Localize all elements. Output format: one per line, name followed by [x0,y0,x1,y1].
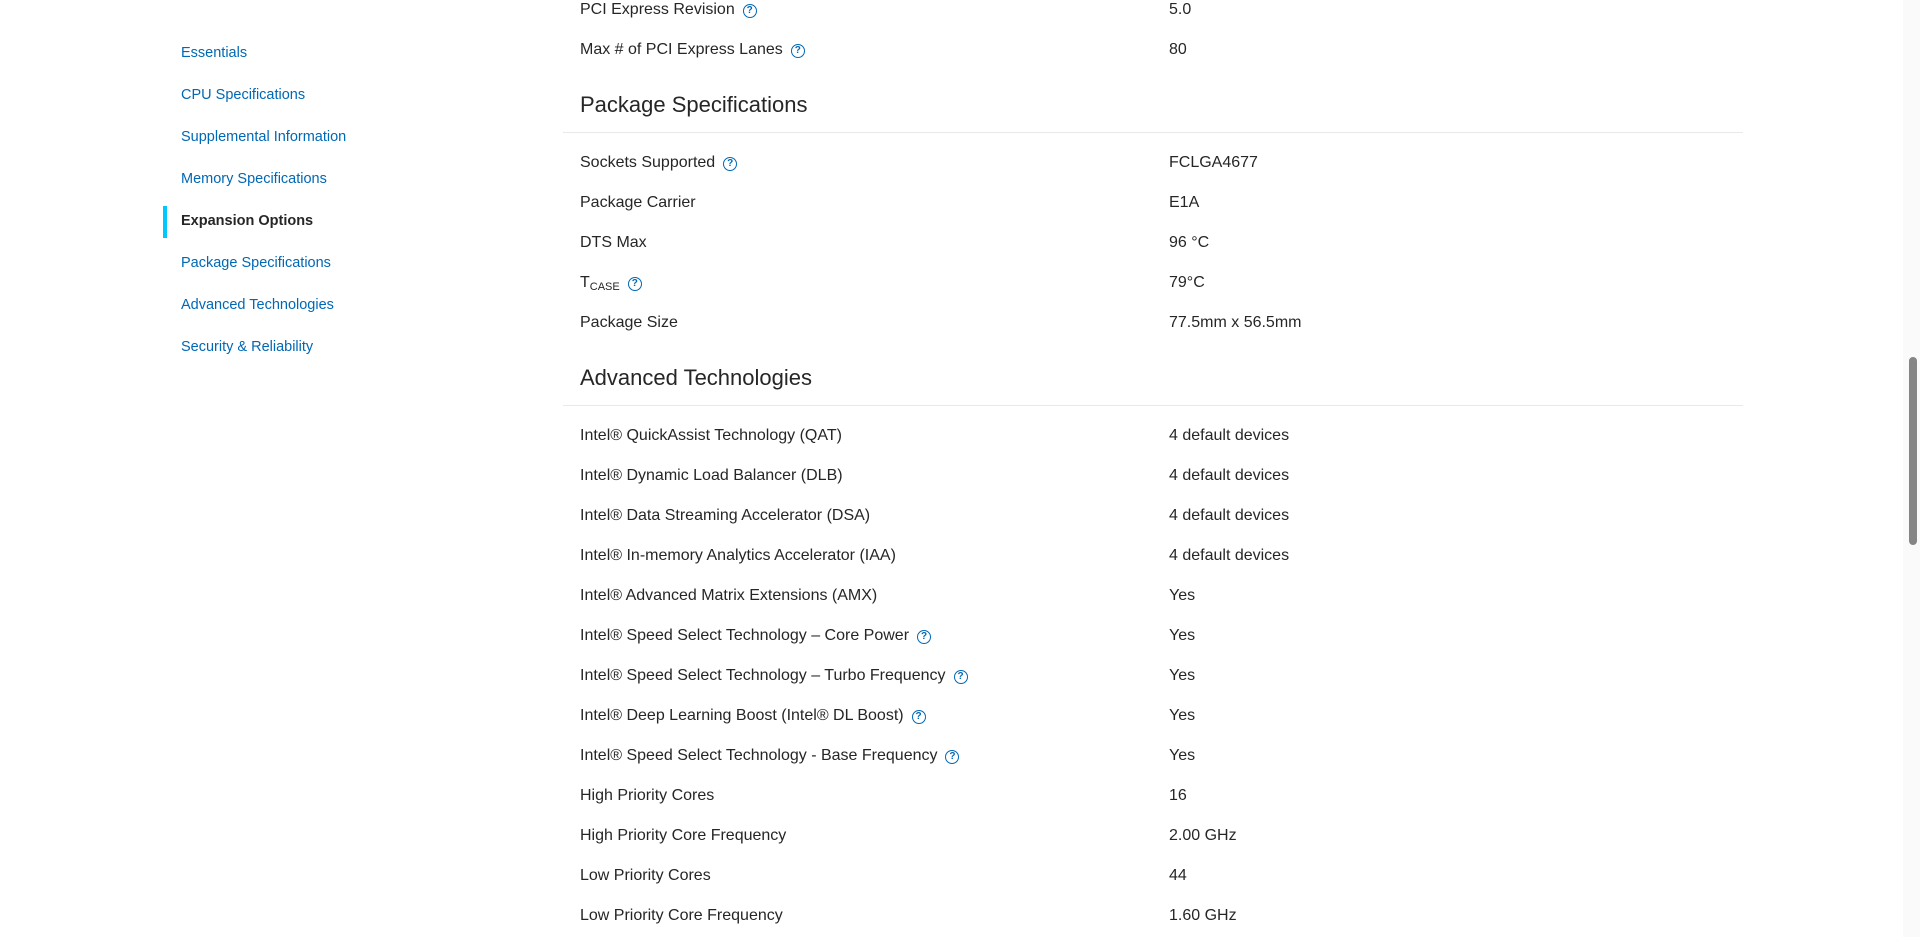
help-icon[interactable]: ? [723,157,737,171]
spec-value: 5.0 [1169,1,1192,18]
spec-value: Yes [1169,627,1196,644]
spec-label: High Priority Cores [580,787,715,804]
spec-label: Intel® QuickAssist Technology (QAT) [580,427,842,444]
help-icon[interactable]: ? [912,710,926,724]
spec-value: Yes [1169,747,1196,764]
section-title-advanced-technologies [563,357,1743,406]
spec-row [563,263,1743,303]
spec-row [563,496,1743,536]
spec-row [563,223,1743,263]
spec-value: 16 [1169,787,1187,804]
help-icon[interactable]: ? [791,44,805,58]
sidebar-item-cpu-specifications[interactable]: CPU Specifications [181,87,306,103]
spec-label: Low Priority Core Frequency [580,907,783,924]
sidebar-item-expansion-options[interactable]: Expansion Options [163,202,423,244]
spec-row [563,736,1743,776]
section-heading: Package Specifications [580,92,808,117]
help-icon[interactable]: ? [628,277,642,291]
spec-row [563,303,1743,343]
spec-label: $T_{CASE}$ ? [580,263,642,307]
spec-value: 4 default devices [1169,467,1290,484]
spec-row [563,183,1743,223]
spec-row [563,456,1743,496]
spec-sidebar-nav [163,34,423,370]
spec-label: Package Carrier [580,194,696,211]
sidebar-item-memory-specifications[interactable]: Memory Specifications [181,171,327,187]
spec-label: Intel® Data Streaming Accelerator (DSA) [580,507,871,524]
spec-row [563,696,1743,736]
spec-row [563,416,1743,456]
page-scrollbar[interactable] [1903,0,1920,937]
sidebar-item-advanced-technologies[interactable]: Advanced Technologies [181,297,334,313]
spec-value: 2.00 GHz [1169,827,1237,844]
spec-value: 96 °C [1169,234,1210,251]
help-icon[interactable]: ? [917,630,931,644]
spec-value: Yes [1169,587,1196,604]
spec-row [563,816,1743,856]
spec-value: 44 [1169,867,1187,884]
spec-row [563,536,1743,576]
spec-row [563,30,1743,70]
help-icon[interactable]: ? [954,670,968,684]
spec-value: Yes [1169,707,1196,724]
spec-value: 4 default devices [1169,507,1290,524]
section-title-package-specifications [563,84,1743,133]
spec-label: High Priority Core Frequency [580,827,787,844]
spec-label: Intel® Speed Select Technology – Core Power ? [580,616,931,656]
spec-label: PCI Express Revision ? [580,0,757,30]
spec-value: 1.60 GHz [1169,907,1237,924]
spec-label: Sockets Supported ? [580,143,737,183]
sidebar-item-security-reliability[interactable]: Security & Reliability [181,339,314,355]
spec-label: Intel® Deep Learning Boost (Intel® DL Boost) ? [580,696,926,736]
scrollbar-thumb[interactable] [1909,357,1917,545]
help-icon[interactable]: ? [743,4,757,18]
spec-row [563,896,1743,936]
spec-row [563,776,1743,816]
spec-label: Intel® Advanced Matrix Extensions (AMX) [580,587,878,604]
spec-value: 4 default devices [1169,547,1290,564]
spec-label: Max # of PCI Express Lanes ? [580,30,805,70]
spec-value: 79°C [1169,274,1205,291]
spec-value: FCLGA4677 [1169,154,1258,171]
spec-label: Intel® Dynamic Load Balancer (DLB) [580,467,843,484]
spec-value: 77.5mm x 56.5mm [1169,314,1302,331]
spec-row [563,576,1743,616]
sidebar-item-supplemental-information[interactable]: Supplemental Information [181,129,347,145]
spec-label: Package Size [580,314,678,331]
spec-row [563,143,1743,183]
spec-label: Intel® In-memory Analytics Accelerator (IAA) [580,547,896,564]
sidebar-item-essentials[interactable]: Essentials [181,45,248,61]
spec-label: DTS Max [580,234,647,251]
sidebar-item-package-specifications[interactable]: Package Specifications [181,255,331,271]
spec-label: Intel® Speed Select Technology – Turbo Frequency ? [580,656,968,696]
spec-label: Low Priority Cores [580,867,711,884]
spec-value: Yes [1169,667,1196,684]
spec-row [563,0,1743,30]
spec-row [563,656,1743,696]
spec-value: 80 [1169,41,1187,58]
spec-row [563,616,1743,656]
spec-value: E1A [1169,194,1200,211]
section-heading: Advanced Technologies [580,365,812,390]
help-icon[interactable]: ? [945,750,959,764]
spec-label: Intel® Speed Select Technology - Base Frequency ? [580,736,959,776]
spec-value: 4 default devices [1169,427,1290,444]
spec-row [563,856,1743,896]
